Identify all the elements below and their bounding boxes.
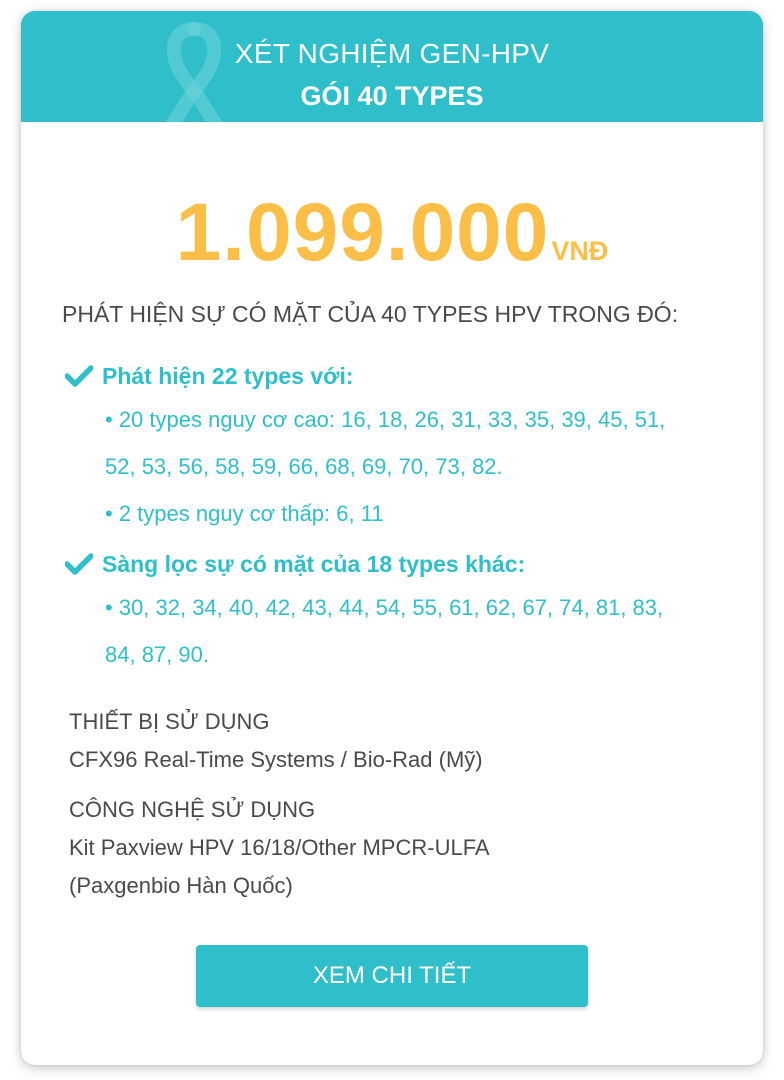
price-currency: VNĐ	[551, 236, 609, 266]
view-details-button[interactable]: XEM CHI TIẾT	[196, 945, 588, 1007]
screening-section	[65, 551, 745, 678]
technology-value-line2: (Paxgenbio Hàn Quốc)	[69, 873, 293, 898]
checkmark-icon	[65, 365, 93, 387]
package-card	[21, 11, 763, 1065]
list-item: • 20 types nguy cơ cao: 16, 18, 26, 31, 33, 35, 39, 45, 51,	[105, 407, 666, 432]
header-subtitle: GÓI 40 TYPES	[300, 81, 484, 111]
list-item: 84, 87, 90.	[105, 642, 209, 667]
section-title	[65, 551, 745, 578]
equipment-heading: THIẾT BỊ SỬ DỤNG	[69, 709, 270, 734]
detection-section	[65, 363, 745, 537]
section-title-text: Phát hiện 22 types với:	[102, 363, 354, 389]
list-item: 52, 53, 56, 58, 59, 66, 68, 69, 70, 73, 82.	[105, 454, 503, 479]
equipment-value: CFX96 Real-Time Systems / Bio-Rad (Mỹ)	[69, 747, 483, 772]
intro-text: PHÁT HIỆN SỰ CÓ MẶT CỦA 40 TYPES HPV TRONG ĐÓ:	[62, 301, 679, 327]
price-amount: 1.099.000	[175, 187, 550, 278]
technology-heading: CÔNG NGHỆ SỬ DỤNG	[69, 797, 316, 822]
list-item: • 30, 32, 34, 40, 42, 43, 44, 54, 55, 61, 62, 67, 74, 81, 83,	[105, 595, 664, 620]
section-title	[65, 363, 745, 390]
section-title-text: Sàng lọc sự có mặt của 18 types khác:	[102, 551, 526, 577]
price	[21, 186, 763, 280]
technology-value-line1: Kit Paxview HPV 16/18/Other MPCR-ULFA	[69, 835, 490, 860]
checkmark-icon	[65, 553, 93, 575]
list-item: • 2 types nguy cơ thấp: 6, 11	[105, 501, 384, 526]
card-header	[21, 11, 763, 122]
header-title: XÉT NGHIỆM GEN-HPV	[234, 38, 550, 69]
technology-info	[69, 791, 490, 905]
equipment-info	[69, 703, 483, 779]
